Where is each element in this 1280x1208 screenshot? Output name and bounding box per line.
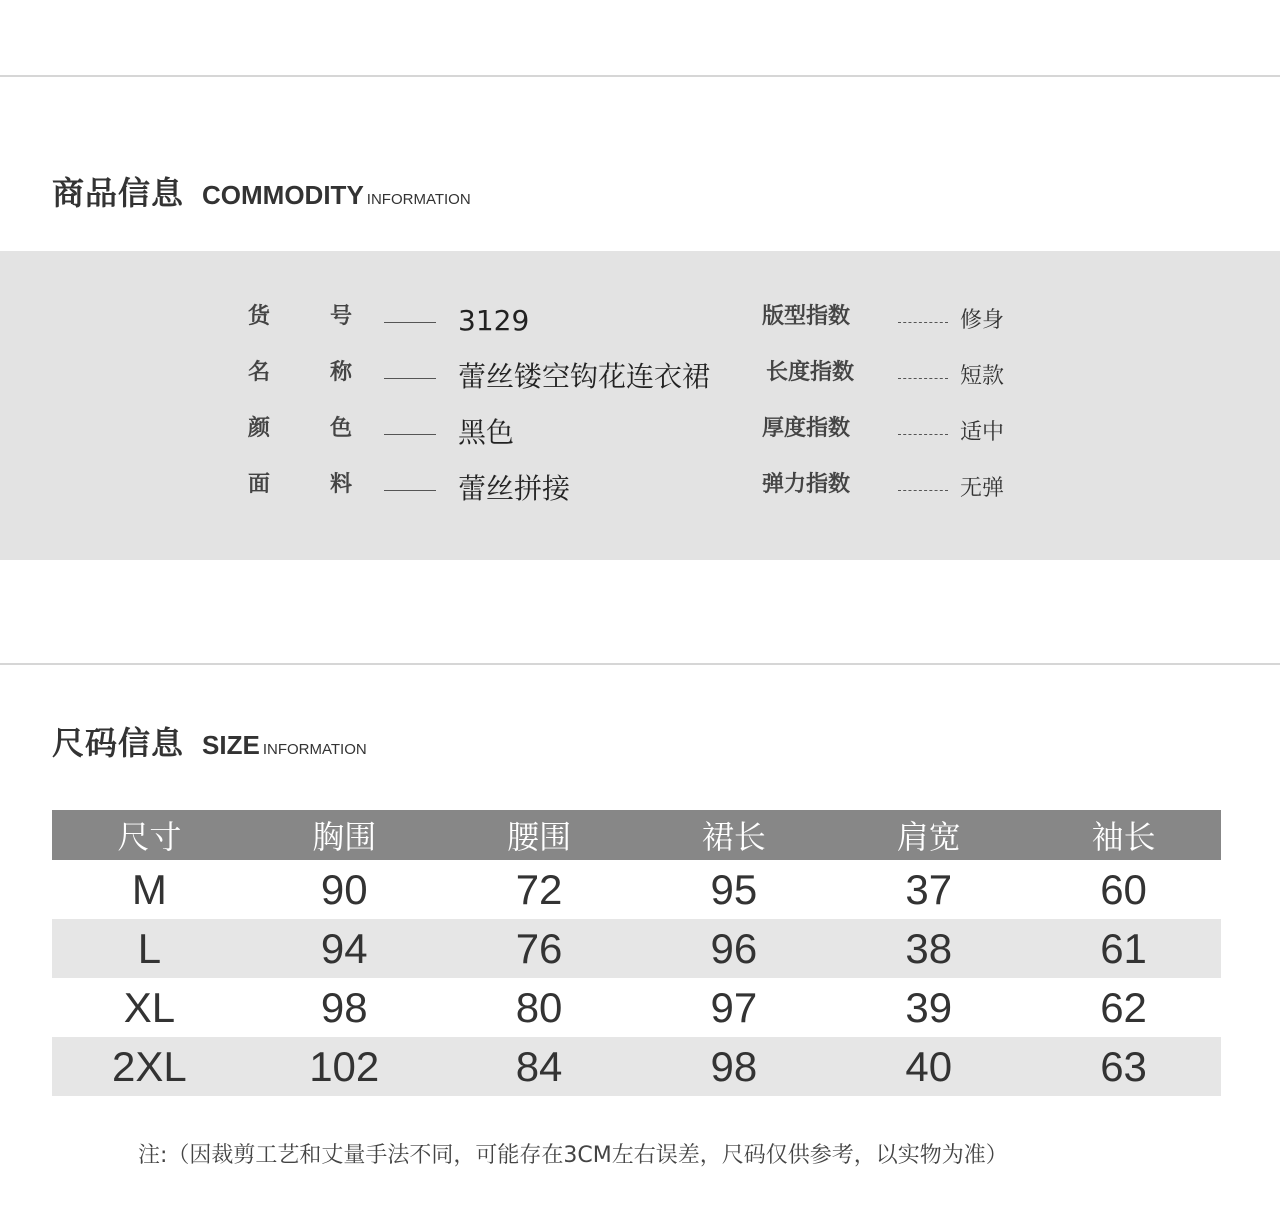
index-label: 长度指数: [766, 360, 855, 385]
size-cell: M: [131, 865, 167, 913]
bust-cell: 98: [320, 983, 368, 1031]
bust-cell: 102: [247, 1037, 442, 1096]
info-label-first-char: 货: [248, 304, 271, 329]
commodity-info-panel: [0, 251, 1280, 560]
leader-line: [384, 322, 436, 323]
index-leader-line: [898, 378, 948, 379]
size-cell: L: [52, 919, 247, 978]
bust-cell: 94: [247, 919, 442, 978]
dress-length-cell: 95: [710, 865, 758, 913]
info-label-first-char: 面: [248, 472, 271, 497]
info-value: 蕾丝镂空钩花连衣裙: [458, 360, 711, 393]
waist-cell: 76: [442, 919, 637, 978]
index-value: 短款: [960, 364, 1005, 389]
info-label-first-char: 名: [248, 360, 271, 385]
size-title-en-small: INFORMATION: [262, 741, 367, 758]
shoulder-cell: 39: [905, 983, 953, 1031]
dress-length-cell: 97: [710, 983, 758, 1031]
header-waist: 腰围: [442, 810, 637, 860]
size-table: [52, 810, 1221, 1096]
waist-cell: 72: [515, 865, 563, 913]
table-row: [52, 860, 1221, 919]
commodity-title-cn: 商品信息: [52, 174, 185, 212]
header-dress-length: 裙长: [636, 810, 831, 860]
size-note: 注:（因裁剪工艺和丈量手法不同，可能存在3CM左右误差，尺码仅供参考，以实物为准）: [138, 1143, 1008, 1168]
bust-cell: 90: [320, 865, 368, 913]
info-label-second-char: 色: [330, 416, 353, 441]
table-row: [52, 1037, 1221, 1096]
table-row: [52, 978, 1221, 1037]
header-size: 尺寸: [52, 810, 247, 860]
info-row: [0, 353, 1280, 393]
top-divider: [0, 75, 1280, 77]
sleeve-cell: 62: [1100, 983, 1147, 1031]
middle-divider: [0, 663, 1280, 665]
sleeve-cell: 63: [1026, 1037, 1221, 1096]
shoulder-cell: 37: [905, 865, 953, 913]
size-title-cn: 尺码信息: [52, 724, 185, 762]
commodity-title-en-small: INFORMATION: [366, 191, 471, 208]
index-value: 适中: [960, 420, 1005, 445]
size-title-en: SIZE: [202, 730, 260, 760]
header-sleeve: 袖长: [1026, 810, 1221, 860]
leader-line: [384, 490, 436, 491]
dress-length-cell: 96: [636, 919, 831, 978]
commodity-title-en: COMMODITY: [202, 180, 364, 210]
size-cell: XL: [123, 983, 176, 1031]
info-label-first-char: 颜: [248, 416, 271, 441]
size-table-header-row: [52, 810, 1221, 860]
info-label-second-char: 称: [330, 360, 353, 385]
leader-line: [384, 434, 436, 435]
size-cell: 2XL: [52, 1037, 247, 1096]
index-label: 弹力指数: [762, 472, 851, 497]
size-heading: [52, 718, 367, 764]
waist-cell: 84: [442, 1037, 637, 1096]
index-value: 无弹: [960, 476, 1005, 501]
waist-cell: 80: [515, 983, 563, 1031]
header-bust: 胸围: [247, 810, 442, 860]
header-shoulder: 肩宽: [831, 810, 1026, 860]
index-value: 修身: [960, 308, 1005, 333]
table-row: [52, 919, 1221, 978]
shoulder-cell: 40: [831, 1037, 1026, 1096]
dress-length-cell: 98: [636, 1037, 831, 1096]
index-leader-line: [898, 322, 948, 323]
info-label-second-char: 号: [330, 304, 353, 329]
info-value: 3129: [458, 304, 530, 337]
info-row: [0, 409, 1280, 449]
index-leader-line: [898, 490, 948, 491]
index-label: 版型指数: [762, 304, 851, 329]
info-label-second-char: 料: [330, 472, 353, 497]
index-label: 厚度指数: [762, 416, 851, 441]
shoulder-cell: 38: [831, 919, 1026, 978]
index-leader-line: [898, 434, 948, 435]
info-row: [0, 297, 1280, 337]
info-value: 蕾丝拼接: [458, 472, 571, 505]
info-value: 黑色: [458, 416, 515, 449]
info-row: [0, 465, 1280, 505]
leader-line: [384, 378, 436, 379]
sleeve-cell: 61: [1026, 919, 1221, 978]
commodity-heading: [52, 168, 471, 214]
sleeve-cell: 60: [1100, 865, 1147, 913]
